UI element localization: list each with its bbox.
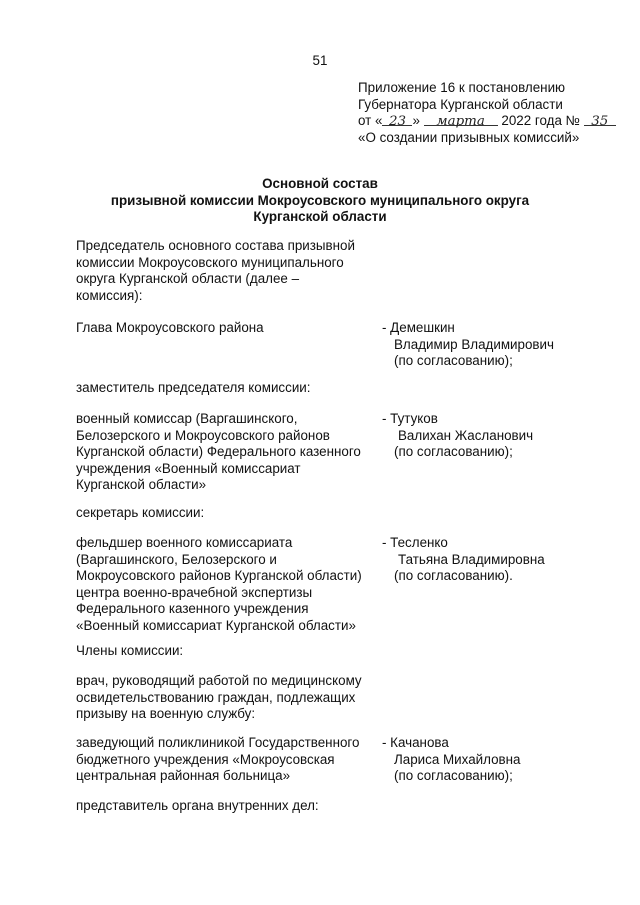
section-left bbox=[76, 798, 376, 815]
text-line: центра военно-врачебной экспертизы bbox=[76, 584, 313, 600]
person-note: (по согласованию). bbox=[394, 568, 513, 584]
text-line: бюджетного учреждения «Мокроусовская bbox=[76, 751, 335, 767]
appendix-year-text: 2022 года № bbox=[501, 113, 580, 129]
person-name: Владимир Владимирович bbox=[394, 336, 554, 352]
text-line: Мокроусовского районов Курганской области) bbox=[76, 568, 362, 584]
text-line: округа Курганской области (далее – bbox=[76, 271, 300, 287]
document-title bbox=[0, 176, 640, 226]
text-line: комиссии Мокроусовского муниципального bbox=[76, 254, 344, 270]
text-line: Председатель основного состава призывной bbox=[76, 238, 355, 253]
person-surname: - Тесленко bbox=[382, 535, 448, 550]
person-surname: - Тутуков bbox=[382, 411, 438, 426]
person-name: Лариса Михайловна bbox=[394, 751, 521, 767]
section-right bbox=[382, 735, 622, 785]
person-surname: - Качанова bbox=[382, 735, 449, 750]
section-left bbox=[76, 735, 376, 785]
appendix-block bbox=[358, 80, 628, 146]
section-right bbox=[382, 535, 622, 585]
appendix-date-mid: » bbox=[412, 113, 420, 129]
text-line: заведующий поликлиникой Государственного bbox=[76, 735, 360, 750]
text-line: учреждения «Военный комиссариат bbox=[76, 460, 301, 476]
appendix-line-3 bbox=[358, 113, 628, 130]
text-line: «Военный комиссариат Курганской области» bbox=[76, 617, 356, 633]
title-line-1: Основной состав bbox=[262, 176, 378, 191]
handwritten-number: 35 bbox=[584, 114, 616, 126]
section-left bbox=[76, 238, 376, 304]
handwritten-month: марта bbox=[424, 114, 498, 126]
text-line: Курганской области) Федерального казенного bbox=[76, 444, 361, 460]
person-name: Валихан Жасланович bbox=[398, 427, 534, 443]
section-right bbox=[382, 320, 622, 370]
person-note: (по согласованию); bbox=[394, 768, 513, 784]
text-line: заместитель председателя комиссии: bbox=[76, 380, 311, 395]
section-left bbox=[76, 535, 376, 635]
text-line: Члены комиссии: bbox=[76, 643, 184, 658]
text-line: Федерального казенного учреждения bbox=[76, 601, 309, 617]
section-right bbox=[382, 411, 622, 461]
section-left bbox=[76, 411, 376, 494]
section-left bbox=[76, 320, 376, 337]
text-line: освидетельствованию граждан, подлежащих bbox=[76, 689, 356, 705]
person-note: (по согласованию); bbox=[394, 444, 513, 460]
appendix-line-1: Приложение 16 к постановлению bbox=[358, 80, 566, 95]
section-left bbox=[76, 380, 376, 397]
person-note: (по согласованию); bbox=[394, 353, 513, 369]
section-left bbox=[76, 505, 376, 522]
text-line: (Варгашинского, Белозерского и bbox=[76, 551, 277, 567]
section-left bbox=[76, 673, 376, 723]
person-name: Татьяна Владимировна bbox=[398, 551, 545, 567]
text-line: комиссия): bbox=[76, 287, 143, 303]
page-number: 51 bbox=[312, 53, 328, 68]
text-line: призыву на военную службу: bbox=[76, 706, 256, 722]
text-line: врач, руководящий работой по медицинскому bbox=[76, 673, 362, 688]
appendix-line-4: «О создании призывных комиссий» bbox=[358, 129, 580, 145]
section-left bbox=[76, 643, 376, 660]
text-line: Белозерского и Мокроусовского районов bbox=[76, 427, 330, 443]
text-line: центральная районная больница» bbox=[76, 768, 291, 784]
title-line-3: Курганской области bbox=[253, 209, 387, 225]
title-line-2: призывной комиссии Мокроусовского муниципального округа bbox=[110, 192, 530, 208]
text-line: секретарь комиссии: bbox=[76, 505, 205, 520]
person-surname: - Демешкин bbox=[382, 320, 455, 335]
text-line: военный комиссар (Варгашинского, bbox=[76, 411, 298, 426]
handwritten-day: 23 bbox=[382, 114, 412, 126]
text-line: Курганской области» bbox=[76, 477, 207, 493]
text-line: представитель органа внутренних дел: bbox=[76, 798, 319, 813]
text-line: фельдшер военного комиссариата bbox=[76, 535, 293, 550]
appendix-date-prefix: от « bbox=[358, 113, 383, 129]
appendix-line-2: Губернатора Курганской области bbox=[358, 96, 563, 112]
text-line: Глава Мокроусовского района bbox=[76, 320, 264, 335]
